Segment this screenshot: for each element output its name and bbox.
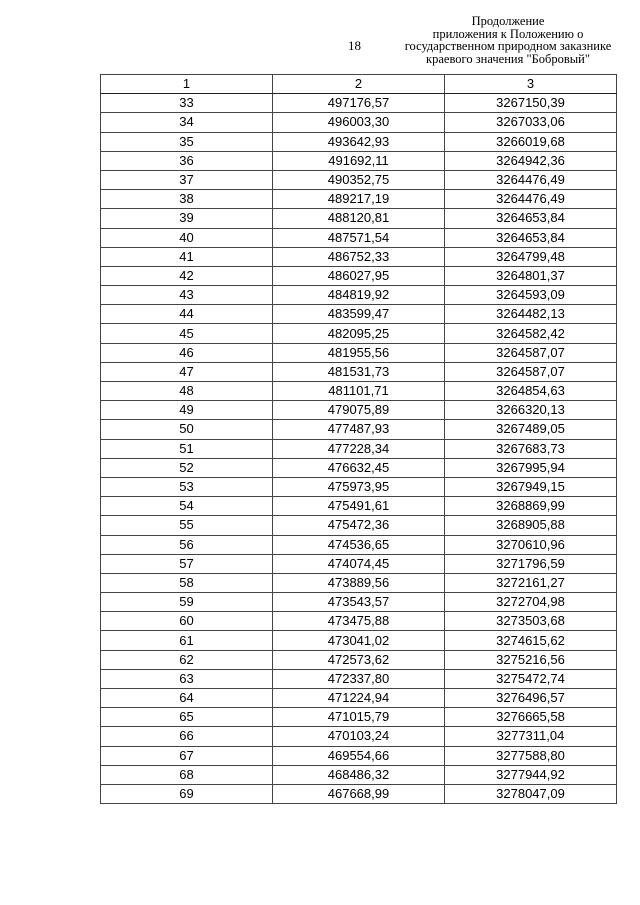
y-coordinate-cell: 3267150,39 (445, 94, 617, 113)
table-row (101, 746, 617, 765)
point-number-cell: 55 (101, 516, 273, 535)
table-row (101, 535, 617, 554)
table-row (101, 765, 617, 784)
table-row (101, 554, 617, 573)
y-coordinate-cell: 3277588,80 (445, 746, 617, 765)
table-row (101, 286, 617, 305)
x-coordinate-cell: 471015,79 (273, 708, 445, 727)
point-number-cell: 35 (101, 132, 273, 151)
table-row (101, 228, 617, 247)
x-coordinate-cell: 482095,25 (273, 324, 445, 343)
table-row (101, 669, 617, 688)
x-coordinate-cell: 477487,93 (273, 420, 445, 439)
point-number-cell: 36 (101, 151, 273, 170)
y-coordinate-cell: 3267949,15 (445, 477, 617, 496)
y-coordinate-cell: 3272704,98 (445, 593, 617, 612)
x-coordinate-cell: 475491,61 (273, 497, 445, 516)
x-coordinate-cell: 493642,93 (273, 132, 445, 151)
table-row (101, 132, 617, 151)
point-number-cell: 44 (101, 305, 273, 324)
table-row (101, 477, 617, 496)
y-coordinate-cell: 3271796,59 (445, 554, 617, 573)
y-coordinate-cell: 3270610,96 (445, 535, 617, 554)
point-number-cell: 34 (101, 113, 273, 132)
y-coordinate-cell: 3267489,05 (445, 420, 617, 439)
table-row (101, 650, 617, 669)
column-header: 2 (273, 75, 445, 94)
y-coordinate-cell: 3275216,56 (445, 650, 617, 669)
table-row (101, 516, 617, 535)
point-number-cell: 57 (101, 554, 273, 573)
x-coordinate-cell: 496003,30 (273, 113, 445, 132)
y-coordinate-cell: 3267683,73 (445, 439, 617, 458)
table-row (101, 266, 617, 285)
x-coordinate-cell: 484819,92 (273, 286, 445, 305)
table-row (101, 382, 617, 401)
y-coordinate-cell: 3276665,58 (445, 708, 617, 727)
y-coordinate-cell: 3278047,09 (445, 784, 617, 803)
x-coordinate-cell: 475472,36 (273, 516, 445, 535)
header-line: Продолжение (471, 14, 545, 28)
table-row (101, 458, 617, 477)
x-coordinate-cell: 487571,54 (273, 228, 445, 247)
y-coordinate-cell: 3264854,63 (445, 382, 617, 401)
x-coordinate-cell: 477228,34 (273, 439, 445, 458)
y-coordinate-cell: 3264799,48 (445, 247, 617, 266)
table-row (101, 209, 617, 228)
y-coordinate-cell: 3264593,09 (445, 286, 617, 305)
y-coordinate-cell: 3268905,88 (445, 516, 617, 535)
point-number-cell: 54 (101, 497, 273, 516)
table-row (101, 401, 617, 420)
x-coordinate-cell: 476632,45 (273, 458, 445, 477)
table-row (101, 573, 617, 592)
x-coordinate-cell: 474074,45 (273, 554, 445, 573)
point-number-cell: 48 (101, 382, 273, 401)
column-header: 1 (101, 75, 273, 94)
y-coordinate-cell: 3264653,84 (445, 228, 617, 247)
table-row (101, 190, 617, 209)
x-coordinate-cell: 467668,99 (273, 784, 445, 803)
x-coordinate-cell: 481531,73 (273, 362, 445, 381)
x-coordinate-cell: 490352,75 (273, 170, 445, 189)
table-row (101, 497, 617, 516)
y-coordinate-cell: 3264587,07 (445, 343, 617, 362)
table-header-row (101, 75, 617, 94)
point-number-cell: 50 (101, 420, 273, 439)
table-row (101, 727, 617, 746)
table-row (101, 324, 617, 343)
x-coordinate-cell: 475973,95 (273, 477, 445, 496)
x-coordinate-cell: 472337,80 (273, 669, 445, 688)
x-coordinate-cell: 473041,02 (273, 631, 445, 650)
point-number-cell: 43 (101, 286, 273, 305)
table-row (101, 420, 617, 439)
y-coordinate-cell: 3266320,13 (445, 401, 617, 420)
point-number-cell: 63 (101, 669, 273, 688)
table-row (101, 247, 617, 266)
point-number-cell: 33 (101, 94, 273, 113)
y-coordinate-cell: 3277944,92 (445, 765, 617, 784)
x-coordinate-cell: 486027,95 (273, 266, 445, 285)
x-coordinate-cell: 481101,71 (273, 382, 445, 401)
point-number-cell: 51 (101, 439, 273, 458)
x-coordinate-cell: 483599,47 (273, 305, 445, 324)
y-coordinate-cell: 3274615,62 (445, 631, 617, 650)
y-coordinate-cell: 3264482,13 (445, 305, 617, 324)
point-number-cell: 69 (101, 784, 273, 803)
table-row (101, 362, 617, 381)
point-number-cell: 68 (101, 765, 273, 784)
point-number-cell: 53 (101, 477, 273, 496)
point-number-cell: 52 (101, 458, 273, 477)
header-line: краевого значения "Бобровый" (426, 51, 590, 66)
point-number-cell: 60 (101, 612, 273, 631)
coordinates-table (100, 74, 617, 804)
y-coordinate-cell: 3264476,49 (445, 170, 617, 189)
y-coordinate-cell: 3264582,42 (445, 324, 617, 343)
x-coordinate-cell: 489217,19 (273, 190, 445, 209)
y-coordinate-cell: 3275472,74 (445, 669, 617, 688)
table-row (101, 94, 617, 113)
x-coordinate-cell: 472573,62 (273, 650, 445, 669)
point-number-cell: 49 (101, 401, 273, 420)
y-coordinate-cell: 3268869,99 (445, 497, 617, 516)
y-coordinate-cell: 3276496,57 (445, 689, 617, 708)
y-coordinate-cell: 3273503,68 (445, 612, 617, 631)
y-coordinate-cell: 3277311,04 (445, 727, 617, 746)
y-coordinate-cell: 3272161,27 (445, 573, 617, 592)
y-coordinate-cell: 3264476,49 (445, 190, 617, 209)
y-coordinate-cell: 3264942,36 (445, 151, 617, 170)
point-number-cell: 47 (101, 362, 273, 381)
point-number-cell: 67 (101, 746, 273, 765)
x-coordinate-cell: 481955,56 (273, 343, 445, 362)
table-row (101, 784, 617, 803)
header-line: государственном природном заказнике (404, 39, 612, 53)
y-coordinate-cell: 3264653,84 (445, 209, 617, 228)
x-coordinate-cell: 488120,81 (273, 209, 445, 228)
x-coordinate-cell: 486752,33 (273, 247, 445, 266)
table-row (101, 170, 617, 189)
header-line: приложения к Положению о (432, 26, 584, 41)
x-coordinate-cell: 469554,66 (273, 746, 445, 765)
y-coordinate-cell: 3267995,94 (445, 458, 617, 477)
table-row (101, 113, 617, 132)
table-row (101, 708, 617, 727)
point-number-cell: 37 (101, 170, 273, 189)
point-number-cell: 66 (101, 727, 273, 746)
table-body (101, 94, 617, 804)
y-coordinate-cell: 3264801,37 (445, 266, 617, 285)
x-coordinate-cell: 479075,89 (273, 401, 445, 420)
point-number-cell: 56 (101, 535, 273, 554)
point-number-cell: 65 (101, 708, 273, 727)
point-number-cell: 61 (101, 631, 273, 650)
point-number-cell: 62 (101, 650, 273, 669)
point-number-cell: 42 (101, 266, 273, 285)
y-coordinate-cell: 3267033,06 (445, 113, 617, 132)
x-coordinate-cell: 473889,56 (273, 573, 445, 592)
table-row (101, 689, 617, 708)
x-coordinate-cell: 468486,32 (273, 765, 445, 784)
page-number: 18 (348, 38, 361, 53)
table-row (101, 593, 617, 612)
x-coordinate-cell: 470103,24 (273, 727, 445, 746)
table-row (101, 439, 617, 458)
column-header: 3 (445, 75, 617, 94)
x-coordinate-cell: 473475,88 (273, 612, 445, 631)
x-coordinate-cell: 473543,57 (273, 593, 445, 612)
table-row (101, 631, 617, 650)
point-number-cell: 39 (101, 209, 273, 228)
point-number-cell: 41 (101, 247, 273, 266)
y-coordinate-cell: 3266019,68 (445, 132, 617, 151)
x-coordinate-cell: 474536,65 (273, 535, 445, 554)
point-number-cell: 59 (101, 593, 273, 612)
y-coordinate-cell: 3264587,07 (445, 362, 617, 381)
point-number-cell: 45 (101, 324, 273, 343)
x-coordinate-cell: 491692,11 (273, 151, 445, 170)
document-header (390, 15, 626, 65)
point-number-cell: 40 (101, 228, 273, 247)
table-row (101, 151, 617, 170)
point-number-cell: 46 (101, 343, 273, 362)
table-row (101, 305, 617, 324)
point-number-cell: 64 (101, 689, 273, 708)
point-number-cell: 38 (101, 190, 273, 209)
point-number-cell: 58 (101, 573, 273, 592)
table-row (101, 612, 617, 631)
x-coordinate-cell: 471224,94 (273, 689, 445, 708)
x-coordinate-cell: 497176,57 (273, 94, 445, 113)
table-row (101, 343, 617, 362)
